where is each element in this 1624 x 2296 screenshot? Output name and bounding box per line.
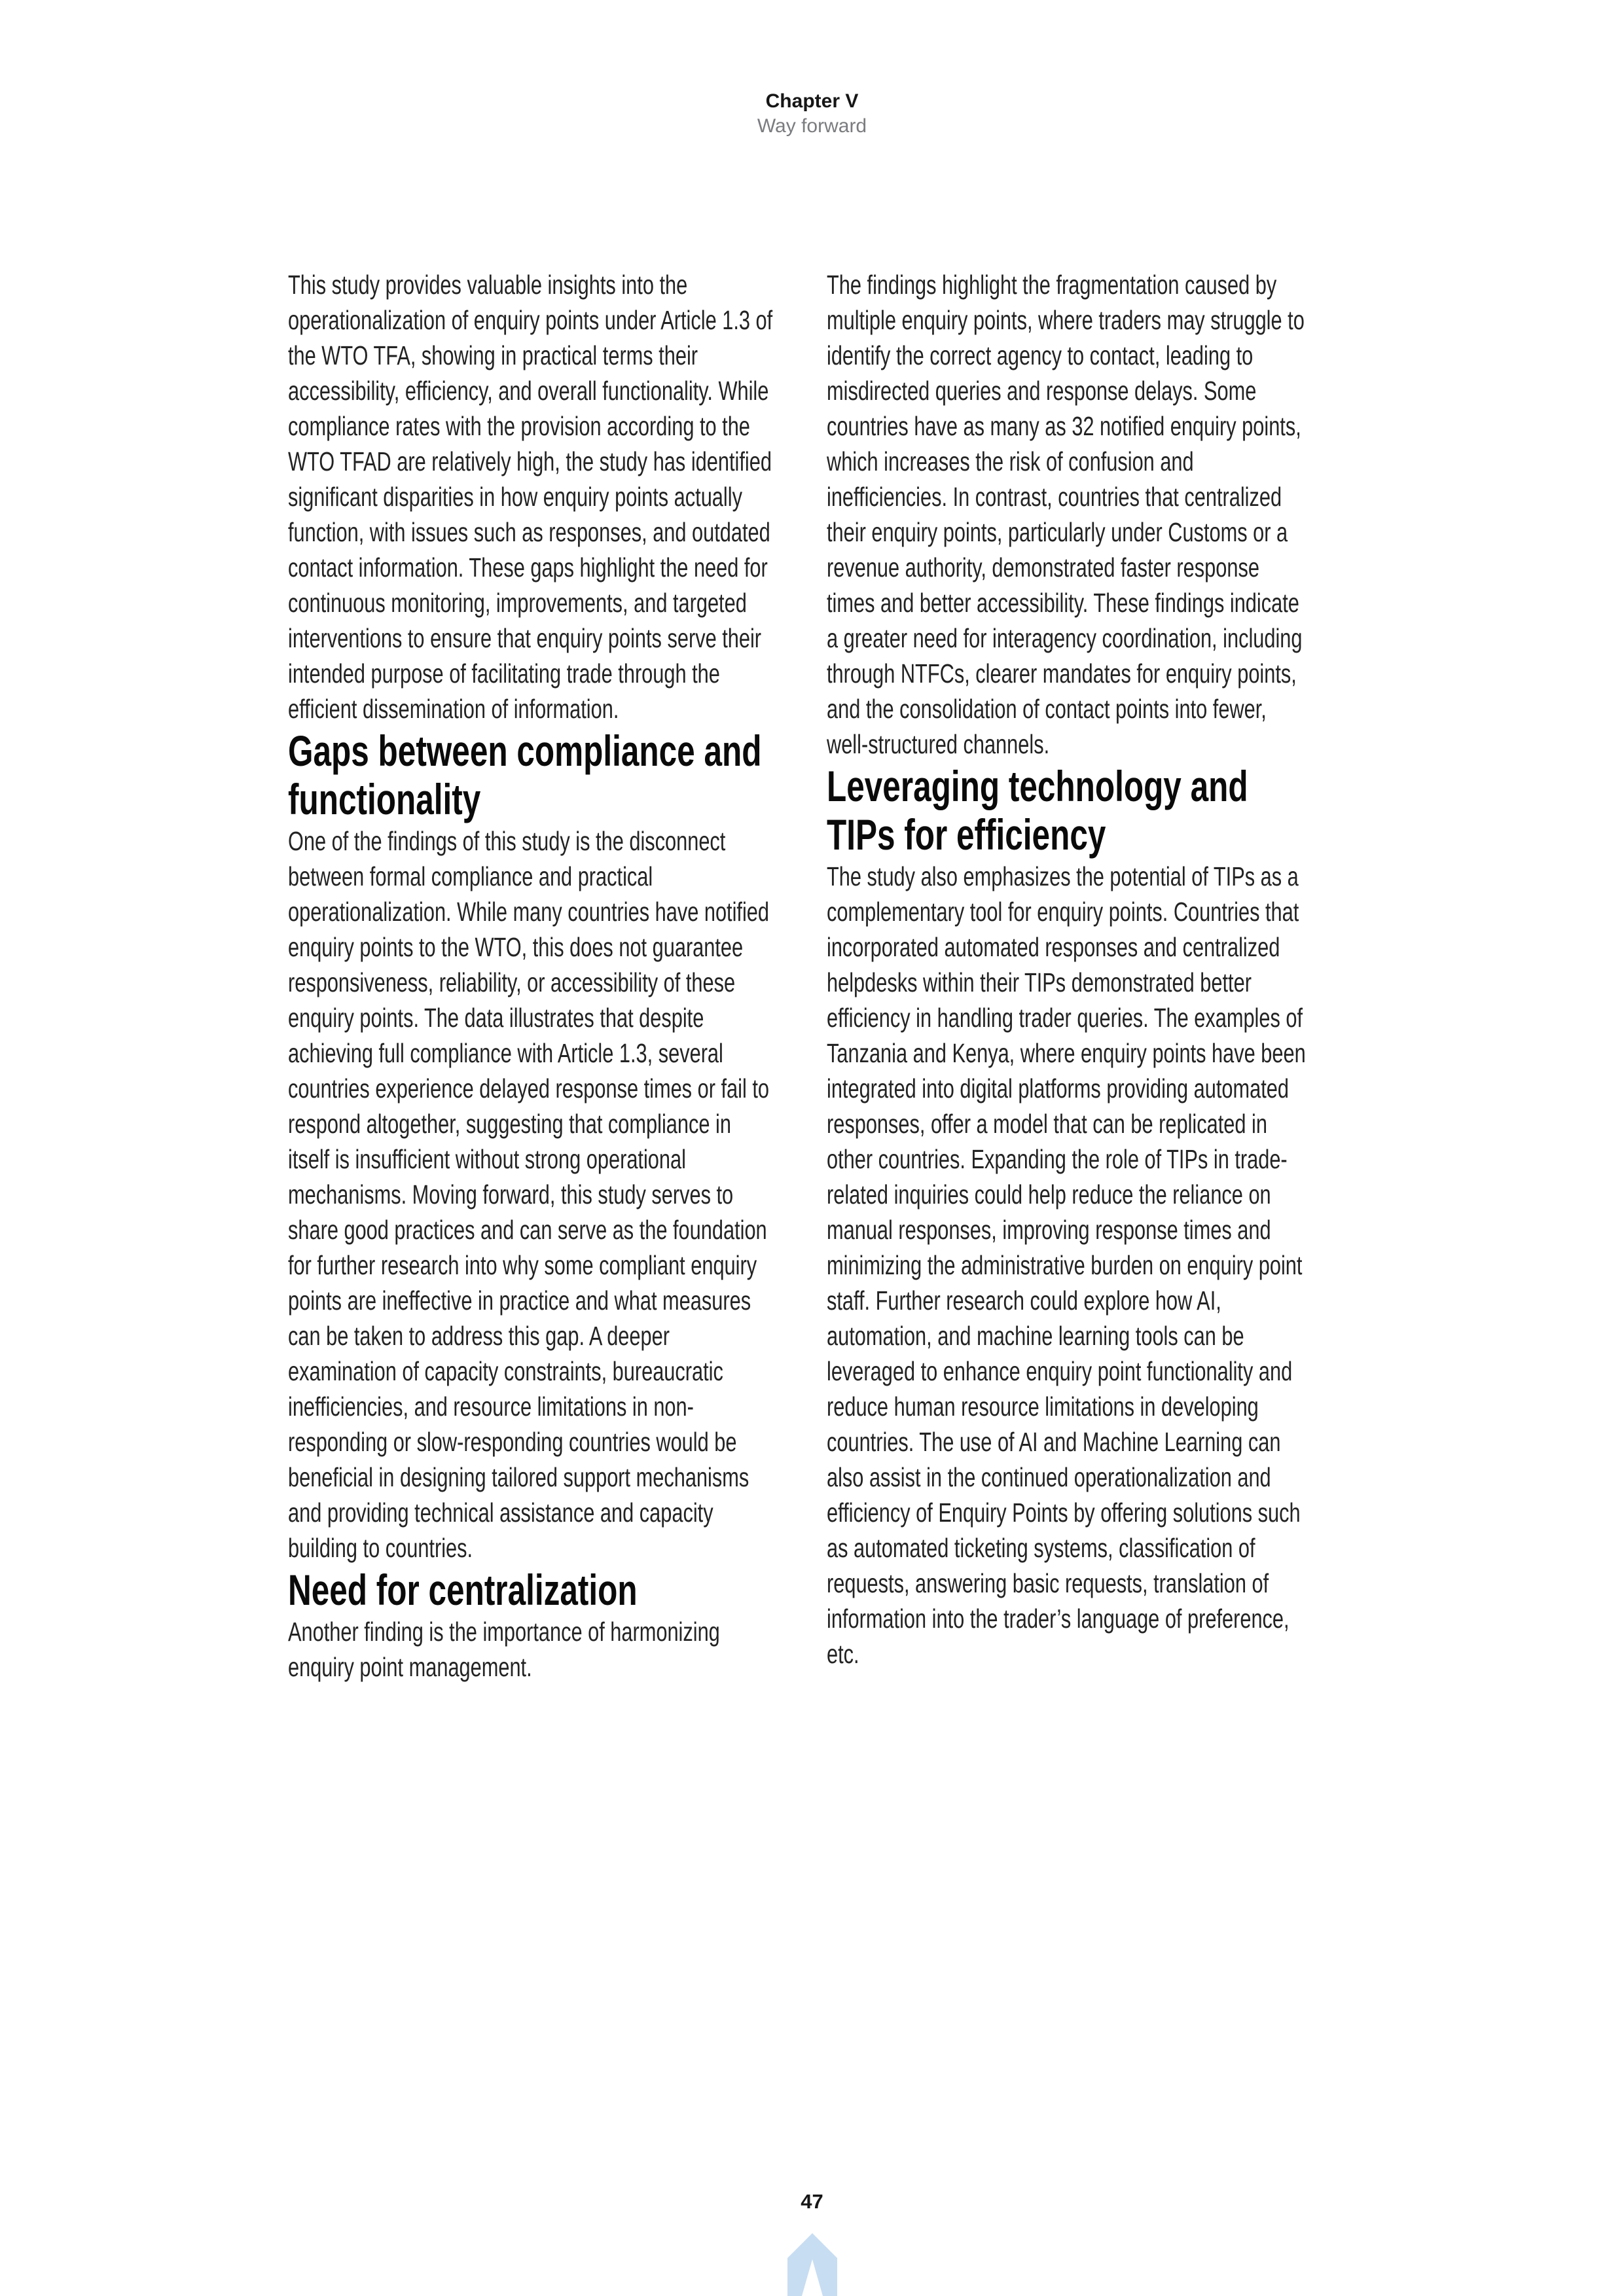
page-header bbox=[0, 89, 1624, 139]
section-heading-gaps-compliance: Gaps between compliance and functionality bbox=[288, 726, 762, 823]
paragraph-compliance-disconnect: One of the findings of this study is the disconnect between formal compliance and practical operationalization. While many countries have notified enquiry points to the WTO, this does not guarantee responsiveness, reliability, or accessibility of these enquiry points. The data illustrates that despite achieving full compliance with Article 1.3, several countries experience delayed response times or fail to respond altogether, suggesting that compliance in itself is insufficient without strong operational mechanisms. Moving forward, this study serves to share good practices and can serve as the foundation for further research into why some compliant enquiry points are ineffective in practice and what measures can be taken to address this gap. A deeper examination of capacity constraints, bureaucratic inefficiencies, and resource limitations in non-responding or slow-responding countries would be beneficial in designing tailored support mechanisms and providing technical assistance and capacity building to countries. bbox=[288, 826, 769, 1563]
paragraph-tips-potential: The study also emphasizes the potential of TIPs as a complementary tool for enquiry points. Countries that incorporated automated responses and centralized helpdesks within their TIPs demonstrated better efficiency in handling trader queries. The examples of Tanzania and Kenya, where enquiry points have been integrated into digital platforms providing automated responses, offer a model that can be replicated in other countries. Expanding the role of TIPs in trade-related inquiries could help reduce the reliance on manual responses, improving response times and minimizing the administrative burden on enquiry point staff. Further research could explore how AI, automation, and machine learning tools can be leveraged to enhance enquiry point functionality and reduce human resource limitations in developing countries. The use of AI and Machine Learning can also assist in the continued operationalization and efficiency of Enquiry Points by offering solutions such as automated ticketing systems, classification of requests, answering basic requests, translation of information into the trader’s language of preference, etc. bbox=[827, 861, 1306, 1669]
section-heading-centralization: Need for centralization bbox=[288, 1566, 638, 1614]
paragraph-study-insights: This study provides valuable insights into the operationalization of enquiry points under Article 1.3 of the WTO TFA, showing in practical terms their accessibility, efficiency, and overall functionality. While compliance rates with the provision according to the WTO TFAD are relatively high, the study has identified significant disparities in how enquiry points actually function, with issues such as responses, and outdated contact information. These gaps highlight the need for continuous monitoring, improvements, and targeted interventions to ensure that enquiry points serve their intended purpose of facilitating trade through the efficient dissemination of information. bbox=[288, 270, 773, 724]
paragraph-harmonizing: Another finding is the importance of harmonizing enquiry point management. bbox=[288, 1617, 720, 1682]
left-column bbox=[288, 267, 772, 1685]
right-column bbox=[827, 267, 1311, 1672]
chevron-up-icon bbox=[787, 2233, 838, 2296]
section-heading-leveraging-technology: Leveraging technology and TIPs for efficiency bbox=[827, 762, 1248, 859]
chapter-subtitle: Way forward bbox=[757, 115, 867, 137]
chapter-label: Chapter V bbox=[765, 90, 859, 112]
page-number: 47 bbox=[801, 2190, 823, 2213]
paragraph-fragmentation: The findings highlight the fragmentation caused by multiple enquiry points, where traders may struggle to identify the correct agency to contact, leading to misdirected queries and response delays. Some countries have as many as 32 notified enquiry points, which increases the risk of confusion and inefficiencies. In contrast, countries that centralized their enquiry points, particularly under Customs or a revenue authority, demonstrated faster response times and better accessibility. These findings indicate a greater need for interagency coordination, including through NTFCs, clearer mandates for enquiry points, and the consolidation of contact points into fewer, well-structured channels. bbox=[827, 270, 1305, 759]
